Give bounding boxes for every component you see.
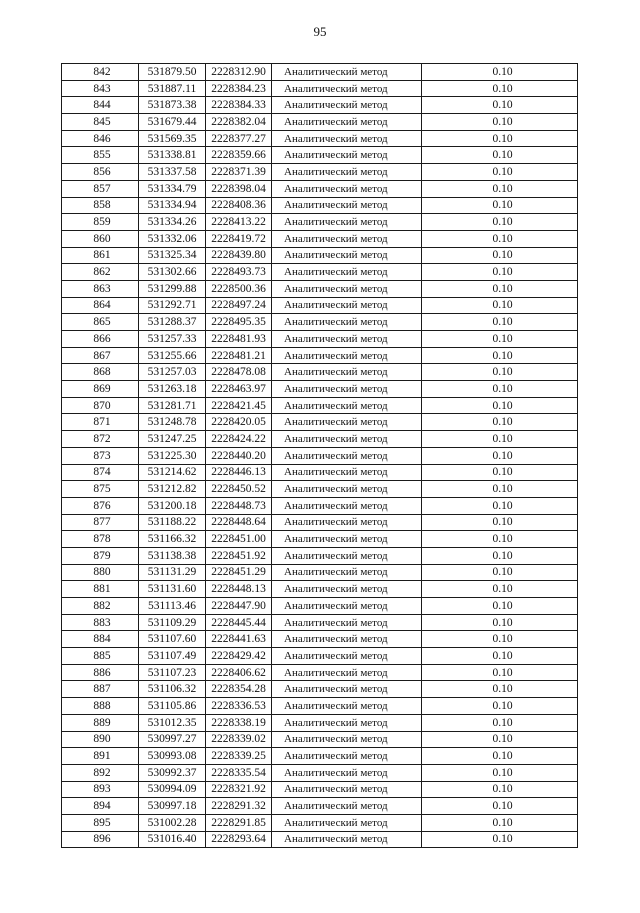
accuracy-cell: 0.10 [422,664,578,681]
table-row [62,831,578,848]
y-coordinate-cell: 2228384.23 [206,80,272,97]
x-coordinate-cell: 531200.18 [139,497,206,514]
method-cell: Аналитический метод [272,381,422,398]
y-coordinate-cell: 2228336.53 [206,698,272,715]
point-number-cell: 881 [62,581,139,598]
y-coordinate-cell: 2228450.52 [206,481,272,498]
method-cell: Аналитический метод [272,798,422,815]
x-coordinate-cell: 531002.28 [139,814,206,831]
y-coordinate-cell: 2228293.64 [206,831,272,848]
x-coordinate-cell: 531257.33 [139,331,206,348]
x-coordinate-cell: 530994.09 [139,781,206,798]
point-number-cell: 875 [62,481,139,498]
accuracy-cell: 0.10 [422,230,578,247]
accuracy-cell: 0.10 [422,280,578,297]
y-coordinate-cell: 2228495.35 [206,314,272,331]
table-row [62,497,578,514]
x-coordinate-cell: 531292.71 [139,297,206,314]
method-cell: Аналитический метод [272,614,422,631]
point-number-cell: 890 [62,731,139,748]
x-coordinate-cell: 531334.26 [139,214,206,231]
accuracy-cell: 0.10 [422,364,578,381]
y-coordinate-cell: 2228451.00 [206,531,272,548]
x-coordinate-cell: 531106.32 [139,681,206,698]
method-cell: Аналитический метод [272,147,422,164]
y-coordinate-cell: 2228478.08 [206,364,272,381]
point-number-cell: 894 [62,798,139,815]
method-cell: Аналитический метод [272,731,422,748]
table-row [62,614,578,631]
accuracy-cell: 0.10 [422,80,578,97]
y-coordinate-cell: 2228359.66 [206,147,272,164]
x-coordinate-cell: 531334.94 [139,197,206,214]
table-row [62,714,578,731]
point-number-cell: 871 [62,414,139,431]
point-number-cell: 873 [62,447,139,464]
method-cell: Аналитический метод [272,531,422,548]
table-row [62,381,578,398]
coordinates-table-body [62,64,578,848]
x-coordinate-cell: 531569.35 [139,130,206,147]
x-coordinate-cell: 531247.25 [139,431,206,448]
table-row [62,447,578,464]
x-coordinate-cell: 531107.23 [139,664,206,681]
accuracy-cell: 0.10 [422,547,578,564]
method-cell: Аналитический метод [272,631,422,648]
method-cell: Аналитический метод [272,214,422,231]
accuracy-cell: 0.10 [422,447,578,464]
table-row [62,197,578,214]
accuracy-cell: 0.10 [422,130,578,147]
table-row [62,364,578,381]
accuracy-cell: 0.10 [422,314,578,331]
point-number-cell: 896 [62,831,139,848]
method-cell: Аналитический метод [272,764,422,781]
x-coordinate-cell: 531679.44 [139,114,206,131]
accuracy-cell: 0.10 [422,631,578,648]
accuracy-cell: 0.10 [422,214,578,231]
method-cell: Аналитический метод [272,497,422,514]
table-row [62,731,578,748]
x-coordinate-cell: 531337.58 [139,164,206,181]
table-row [62,598,578,615]
y-coordinate-cell: 2228420.05 [206,414,272,431]
y-coordinate-cell: 2228441.63 [206,631,272,648]
accuracy-cell: 0.10 [422,247,578,264]
y-coordinate-cell: 2228424.22 [206,431,272,448]
table-row [62,547,578,564]
y-coordinate-cell: 2228377.27 [206,130,272,147]
y-coordinate-cell: 2228481.21 [206,347,272,364]
table-row [62,230,578,247]
point-number-cell: 846 [62,130,139,147]
table-row [62,280,578,297]
accuracy-cell: 0.10 [422,97,578,114]
table-row [62,764,578,781]
method-cell: Аналитический метод [272,397,422,414]
accuracy-cell: 0.10 [422,648,578,665]
method-cell: Аналитический метод [272,264,422,281]
y-coordinate-cell: 2228408.36 [206,197,272,214]
x-coordinate-cell: 531225.30 [139,447,206,464]
x-coordinate-cell: 531288.37 [139,314,206,331]
method-cell: Аналитический метод [272,814,422,831]
x-coordinate-cell: 531248.78 [139,414,206,431]
point-number-cell: 878 [62,531,139,548]
method-cell: Аналитический метод [272,247,422,264]
x-coordinate-cell: 531281.71 [139,397,206,414]
point-number-cell: 869 [62,381,139,398]
table-row [62,297,578,314]
point-number-cell: 865 [62,314,139,331]
method-cell: Аналитический метод [272,180,422,197]
point-number-cell: 862 [62,264,139,281]
method-cell: Аналитический метод [272,97,422,114]
accuracy-cell: 0.10 [422,731,578,748]
y-coordinate-cell: 2228448.64 [206,514,272,531]
method-cell: Аналитический метод [272,547,422,564]
method-cell: Аналитический метод [272,130,422,147]
y-coordinate-cell: 2228493.73 [206,264,272,281]
y-coordinate-cell: 2228339.02 [206,731,272,748]
x-coordinate-cell: 531879.50 [139,64,206,81]
x-coordinate-cell: 531255.66 [139,347,206,364]
accuracy-cell: 0.10 [422,397,578,414]
y-coordinate-cell: 2228413.22 [206,214,272,231]
method-cell: Аналитический метод [272,698,422,715]
accuracy-cell: 0.10 [422,564,578,581]
x-coordinate-cell: 531109.29 [139,614,206,631]
accuracy-cell: 0.10 [422,764,578,781]
accuracy-cell: 0.10 [422,64,578,81]
table-row [62,481,578,498]
point-number-cell: 870 [62,397,139,414]
point-number-cell: 860 [62,230,139,247]
table-row [62,681,578,698]
accuracy-cell: 0.10 [422,714,578,731]
point-number-cell: 892 [62,764,139,781]
y-coordinate-cell: 2228338.19 [206,714,272,731]
point-number-cell: 883 [62,614,139,631]
x-coordinate-cell: 531334.79 [139,180,206,197]
table-row [62,247,578,264]
method-cell: Аналитический метод [272,781,422,798]
point-number-cell: 856 [62,164,139,181]
x-coordinate-cell: 530997.27 [139,731,206,748]
point-number-cell: 859 [62,214,139,231]
method-cell: Аналитический метод [272,447,422,464]
accuracy-cell: 0.10 [422,197,578,214]
page-number: 95 [313,24,327,39]
point-number-cell: 861 [62,247,139,264]
point-number-cell: 885 [62,648,139,665]
point-number-cell: 889 [62,714,139,731]
x-coordinate-cell: 531138.38 [139,547,206,564]
y-coordinate-cell: 2228354.28 [206,681,272,698]
table-row [62,264,578,281]
x-coordinate-cell: 531188.22 [139,514,206,531]
x-coordinate-cell: 531332.06 [139,230,206,247]
accuracy-cell: 0.10 [422,180,578,197]
point-number-cell: 876 [62,497,139,514]
x-coordinate-cell: 530993.08 [139,748,206,765]
x-coordinate-cell: 531873.38 [139,97,206,114]
accuracy-cell: 0.10 [422,698,578,715]
table-row [62,798,578,815]
method-cell: Аналитический метод [272,314,422,331]
table-row [62,814,578,831]
table-row [62,531,578,548]
point-number-cell: 863 [62,280,139,297]
point-number-cell: 872 [62,431,139,448]
y-coordinate-cell: 2228500.36 [206,280,272,297]
point-number-cell: 868 [62,364,139,381]
method-cell: Аналитический метод [272,581,422,598]
accuracy-cell: 0.10 [422,614,578,631]
accuracy-cell: 0.10 [422,331,578,348]
point-number-cell: 857 [62,180,139,197]
method-cell: Аналитический метод [272,431,422,448]
method-cell: Аналитический метод [272,464,422,481]
point-number-cell: 888 [62,698,139,715]
point-number-cell: 867 [62,347,139,364]
accuracy-cell: 0.10 [422,114,578,131]
table-row [62,514,578,531]
method-cell: Аналитический метод [272,414,422,431]
x-coordinate-cell: 531016.40 [139,831,206,848]
x-coordinate-cell: 531131.29 [139,564,206,581]
y-coordinate-cell: 2228371.39 [206,164,272,181]
accuracy-cell: 0.10 [422,264,578,281]
point-number-cell: 887 [62,681,139,698]
x-coordinate-cell: 531325.34 [139,247,206,264]
x-coordinate-cell: 531214.62 [139,464,206,481]
table-row [62,414,578,431]
accuracy-cell: 0.10 [422,464,578,481]
x-coordinate-cell: 531257.03 [139,364,206,381]
point-number-cell: 886 [62,664,139,681]
method-cell: Аналитический метод [272,114,422,131]
accuracy-cell: 0.10 [422,497,578,514]
point-number-cell: 864 [62,297,139,314]
y-coordinate-cell: 2228419.72 [206,230,272,247]
x-coordinate-cell: 531302.66 [139,264,206,281]
method-cell: Аналитический метод [272,331,422,348]
x-coordinate-cell: 531105.86 [139,698,206,715]
y-coordinate-cell: 2228451.29 [206,564,272,581]
method-cell: Аналитический метод [272,564,422,581]
x-coordinate-cell: 531263.18 [139,381,206,398]
y-coordinate-cell: 2228398.04 [206,180,272,197]
point-number-cell: 855 [62,147,139,164]
accuracy-cell: 0.10 [422,798,578,815]
y-coordinate-cell: 2228463.97 [206,381,272,398]
point-number-cell: 877 [62,514,139,531]
point-number-cell: 843 [62,80,139,97]
table-row [62,648,578,665]
accuracy-cell: 0.10 [422,831,578,848]
table-row [62,331,578,348]
y-coordinate-cell: 2228321.92 [206,781,272,798]
point-number-cell: 842 [62,64,139,81]
y-coordinate-cell: 2228384.33 [206,97,272,114]
y-coordinate-cell: 2228312.90 [206,64,272,81]
point-number-cell: 882 [62,598,139,615]
table-row [62,80,578,97]
y-coordinate-cell: 2228440.20 [206,447,272,464]
y-coordinate-cell: 2228447.90 [206,598,272,615]
method-cell: Аналитический метод [272,297,422,314]
y-coordinate-cell: 2228421.45 [206,397,272,414]
y-coordinate-cell: 2228448.13 [206,581,272,598]
table-row [62,180,578,197]
table-row [62,464,578,481]
table-row [62,147,578,164]
accuracy-cell: 0.10 [422,531,578,548]
table-row [62,564,578,581]
method-cell: Аналитический метод [272,681,422,698]
method-cell: Аналитический метод [272,514,422,531]
x-coordinate-cell: 531107.49 [139,648,206,665]
point-number-cell: 879 [62,547,139,564]
y-coordinate-cell: 2228497.24 [206,297,272,314]
table-row [62,164,578,181]
point-number-cell: 866 [62,331,139,348]
method-cell: Аналитический метод [272,831,422,848]
method-cell: Аналитический метод [272,598,422,615]
y-coordinate-cell: 2228291.32 [206,798,272,815]
table-row [62,781,578,798]
method-cell: Аналитический метод [272,364,422,381]
method-cell: Аналитический метод [272,748,422,765]
table-row [62,431,578,448]
table-row [62,664,578,681]
y-coordinate-cell: 2228429.42 [206,648,272,665]
y-coordinate-cell: 2228446.13 [206,464,272,481]
y-coordinate-cell: 2228406.62 [206,664,272,681]
accuracy-cell: 0.10 [422,414,578,431]
point-number-cell: 880 [62,564,139,581]
accuracy-cell: 0.10 [422,381,578,398]
accuracy-cell: 0.10 [422,681,578,698]
table-row [62,347,578,364]
table-row [62,130,578,147]
x-coordinate-cell: 530992.37 [139,764,206,781]
y-coordinate-cell: 2228481.93 [206,331,272,348]
table-row [62,114,578,131]
method-cell: Аналитический метод [272,664,422,681]
point-number-cell: 884 [62,631,139,648]
accuracy-cell: 0.10 [422,481,578,498]
accuracy-cell: 0.10 [422,598,578,615]
accuracy-cell: 0.10 [422,748,578,765]
table-row [62,64,578,81]
accuracy-cell: 0.10 [422,147,578,164]
accuracy-cell: 0.10 [422,581,578,598]
table-row [62,581,578,598]
y-coordinate-cell: 2228335.54 [206,764,272,781]
y-coordinate-cell: 2228448.73 [206,497,272,514]
method-cell: Аналитический метод [272,648,422,665]
accuracy-cell: 0.10 [422,347,578,364]
method-cell: Аналитический метод [272,197,422,214]
table-row [62,314,578,331]
y-coordinate-cell: 2228439.80 [206,247,272,264]
point-number-cell: 858 [62,197,139,214]
x-coordinate-cell: 531299.88 [139,280,206,297]
method-cell: Аналитический метод [272,347,422,364]
point-number-cell: 844 [62,97,139,114]
x-coordinate-cell: 531113.46 [139,598,206,615]
point-number-cell: 895 [62,814,139,831]
method-cell: Аналитический метод [272,80,422,97]
method-cell: Аналитический метод [272,64,422,81]
accuracy-cell: 0.10 [422,781,578,798]
coordinates-table [61,63,578,848]
y-coordinate-cell: 2228451.92 [206,547,272,564]
accuracy-cell: 0.10 [422,814,578,831]
table-row [62,397,578,414]
table-row [62,214,578,231]
y-coordinate-cell: 2228445.44 [206,614,272,631]
method-cell: Аналитический метод [272,230,422,247]
table-row [62,748,578,765]
x-coordinate-cell: 531887.11 [139,80,206,97]
method-cell: Аналитический метод [272,481,422,498]
method-cell: Аналитический метод [272,164,422,181]
x-coordinate-cell: 531131.60 [139,581,206,598]
accuracy-cell: 0.10 [422,514,578,531]
table-row [62,631,578,648]
x-coordinate-cell: 530997.18 [139,798,206,815]
method-cell: Аналитический метод [272,714,422,731]
x-coordinate-cell: 531338.81 [139,147,206,164]
table-row [62,698,578,715]
table-row [62,97,578,114]
method-cell: Аналитический метод [272,280,422,297]
accuracy-cell: 0.10 [422,431,578,448]
point-number-cell: 874 [62,464,139,481]
point-number-cell: 891 [62,748,139,765]
x-coordinate-cell: 531166.32 [139,531,206,548]
point-number-cell: 893 [62,781,139,798]
y-coordinate-cell: 2228382.04 [206,114,272,131]
x-coordinate-cell: 531212.82 [139,481,206,498]
y-coordinate-cell: 2228339.25 [206,748,272,765]
y-coordinate-cell: 2228291.85 [206,814,272,831]
x-coordinate-cell: 531107.60 [139,631,206,648]
accuracy-cell: 0.10 [422,297,578,314]
accuracy-cell: 0.10 [422,164,578,181]
x-coordinate-cell: 531012.35 [139,714,206,731]
point-number-cell: 845 [62,114,139,131]
